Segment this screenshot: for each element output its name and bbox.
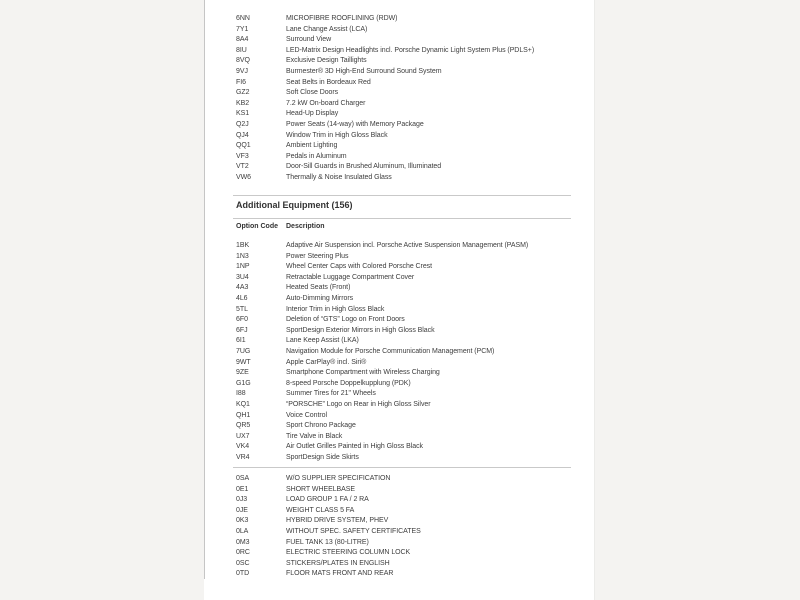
option-row (204, 516, 594, 527)
option-code-cell: 0E1 (236, 485, 249, 493)
option-code-cell: VK4 (236, 443, 250, 451)
panel-left-edge-line (204, 0, 205, 579)
option-description-cell: ELECTRIC STEERING COLUMN LOCK (286, 549, 411, 557)
standard-equipment-list (204, 14, 594, 184)
divider-below-section-heading (233, 218, 571, 219)
option-code-cell: 6I1 (236, 337, 246, 345)
option-code-cell: GZ2 (236, 89, 250, 97)
option-description-cell: W/O SUPPLIER SPECIFICATION (286, 475, 391, 482)
option-row (204, 442, 594, 453)
option-description-cell: Lane Change Assist (LCA) (286, 25, 368, 33)
option-code-cell: 8IU (236, 46, 247, 54)
option-code-cell: I88 (236, 390, 246, 398)
option-description-cell: Exclusive Design Taillights (286, 57, 367, 65)
table-column-headers (204, 222, 594, 233)
option-code-cell: KB2 (236, 99, 250, 107)
option-row (204, 99, 594, 110)
option-row (204, 131, 594, 142)
option-row (204, 120, 594, 131)
option-description-cell: WEIGHT CLASS 5 FA (286, 506, 355, 514)
option-code-cell: VF3 (236, 152, 249, 160)
option-description-cell: Summer Tires for 21" Wheels (286, 390, 376, 398)
option-code-cell: 3U4 (236, 273, 249, 281)
option-description-cell: Tire Valve in Black (286, 432, 343, 440)
option-description-cell: Soft Close Doors (286, 89, 339, 97)
option-code-cell: Q2J (236, 120, 249, 128)
option-code-cell: QQ1 (236, 142, 251, 150)
option-row (204, 252, 594, 263)
option-code-cell: 5TL (236, 305, 248, 313)
option-row (204, 14, 594, 25)
option-code-cell: 6F0 (236, 316, 248, 324)
option-code-cell: UX7 (236, 432, 250, 440)
section-heading-additional-equipment: Additional Equipment (156) (236, 200, 353, 210)
option-row (204, 495, 594, 506)
option-row (204, 25, 594, 36)
option-description-cell: WITHOUT SPEC. SAFETY CERTIFICATES (286, 527, 421, 535)
option-row (204, 294, 594, 305)
equipment-document-panel (204, 0, 595, 600)
option-row (204, 67, 594, 78)
option-row (204, 379, 594, 390)
option-code-cell: VW6 (236, 173, 252, 181)
option-description-cell: Ambient Lighting (286, 142, 338, 150)
option-description-cell: LED-Matrix Design Headlights incl. Porsche Dynamic Light System Plus (PDLS+) (286, 46, 535, 54)
option-row (204, 315, 594, 326)
option-row (204, 283, 594, 294)
option-description-cell: Power Seats (14-way) with Memory Package (286, 120, 424, 128)
option-description-cell: Power Steering Plus (286, 252, 349, 260)
option-description-cell: FLOOR MATS FRONT AND REAR (286, 570, 394, 578)
option-row (204, 358, 594, 369)
option-code-cell: QR5 (236, 422, 251, 430)
option-row (204, 538, 594, 549)
option-code-cell: QH1 (236, 411, 251, 419)
option-code-cell: FI6 (236, 78, 246, 86)
option-code-cell: 7UG (236, 347, 251, 355)
option-row (204, 46, 594, 57)
option-code-cell: KS1 (236, 110, 250, 118)
additional-equipment-list (204, 241, 594, 463)
option-description-cell: SportDesign Side Skirts (286, 453, 359, 461)
option-description-cell: Head-Up Display (286, 110, 339, 118)
option-row (204, 548, 594, 559)
column-header-description: Description (286, 222, 325, 230)
option-row (204, 241, 594, 252)
option-code-cell: 9ZE (236, 369, 249, 377)
option-description-cell: LOAD GROUP 1 FA / 2 RA (286, 496, 369, 504)
option-code-cell: 1BK (236, 242, 250, 249)
option-row (204, 273, 594, 284)
option-row (204, 173, 594, 184)
option-code-cell: G1G (236, 379, 251, 387)
option-row (204, 262, 594, 273)
option-code-cell: 0SA (236, 475, 250, 482)
option-description-cell: Apple CarPlay® incl. Siri® (286, 358, 367, 366)
option-description-cell: Deletion of “GTS” Logo on Front Doors (286, 316, 405, 324)
option-code-cell: 0SC (236, 559, 250, 567)
option-code-cell: 0RC (236, 549, 250, 557)
option-code-cell: 0J3 (236, 496, 248, 504)
option-row (204, 400, 594, 411)
option-row (204, 432, 594, 443)
option-row (204, 152, 594, 163)
option-row (204, 485, 594, 496)
option-code-cell: VR4 (236, 453, 250, 461)
option-row (204, 162, 594, 173)
option-row (204, 368, 594, 379)
option-row (204, 506, 594, 517)
option-description-cell: Interior Trim in High Gloss Black (286, 305, 385, 313)
option-description-cell: Pedals in Aluminum (286, 152, 347, 160)
option-code-cell: 9VJ (236, 67, 248, 75)
option-row (204, 78, 594, 89)
option-code-cell: 6NN (236, 15, 250, 22)
option-description-cell: Window Trim in High Gloss Black (286, 131, 388, 139)
option-row (204, 35, 594, 46)
option-description-cell: “PORSCHE” Logo on Rear in High Gloss Silver (286, 400, 431, 408)
option-row (204, 527, 594, 538)
option-code-cell: 7Y1 (236, 25, 249, 33)
option-code-cell: 8A4 (236, 36, 249, 44)
option-row (204, 411, 594, 422)
option-description-cell: Voice Control (286, 411, 327, 419)
option-description-cell: 7.2 kW On-board Charger (286, 99, 366, 107)
option-description-cell: FUEL TANK 13 (80-LITRE) (286, 538, 369, 546)
option-row (204, 56, 594, 67)
option-row (204, 88, 594, 99)
option-description-cell: Retractable Luggage Compartment Cover (286, 273, 415, 281)
option-description-cell: Door-Sill Guards in Brushed Aluminum, Illuminated (286, 163, 442, 171)
option-code-cell: QJ4 (236, 131, 249, 139)
option-row (204, 389, 594, 400)
option-description-cell: Air Outlet Grilles Painted in High Gloss Black (286, 443, 423, 451)
option-row (204, 326, 594, 337)
option-code-cell: 0K3 (236, 517, 249, 525)
option-description-cell: HYBRID DRIVE SYSTEM, PHEV (286, 517, 389, 525)
option-row (204, 141, 594, 152)
option-description-cell: Wheel Center Caps with Colored Porsche Crest (286, 263, 433, 271)
option-code-cell: 0TD (236, 570, 250, 578)
option-code-cell: 0M3 (236, 538, 250, 546)
option-code-cell: 4A3 (236, 284, 249, 292)
option-description-cell: Heated Seats (Front) (286, 284, 351, 292)
option-description-cell: Seat Belts in Bordeaux Red (286, 78, 371, 86)
option-row (204, 347, 594, 358)
option-row (204, 569, 594, 580)
option-code-cell: 9WT (236, 358, 251, 366)
option-description-cell: Smartphone Compartment with Wireless Charging (286, 369, 440, 377)
misc-specification-list (204, 474, 594, 580)
option-code-cell: 8VQ (236, 57, 250, 65)
option-description-cell: Adaptive Air Suspension incl. Porsche Active Suspension Management (PASM) (286, 242, 529, 249)
option-row (204, 305, 594, 316)
option-description-cell: Navigation Module for Porsche Communication Management (PCM) (286, 347, 495, 355)
option-code-cell: 4L6 (236, 294, 248, 302)
option-description-cell: Surround View (286, 36, 332, 44)
option-description-cell: Thermally & Noise Insulated Glass (286, 173, 392, 181)
option-row (204, 336, 594, 347)
option-row (204, 559, 594, 570)
option-code-cell: 1NP (236, 263, 250, 271)
option-code-cell: 1N3 (236, 252, 249, 260)
option-description-cell: MICROFIBRE ROOFLINING (RDW) (286, 15, 398, 22)
divider-mid-list (233, 467, 571, 468)
option-description-cell: SportDesign Exterior Mirrors in High Gloss Black (286, 326, 435, 334)
option-description-cell: Auto-Dimming Mirrors (286, 294, 354, 302)
option-description-cell: STICKERS/PLATES IN ENGLISH (286, 559, 390, 567)
option-description-cell: Sport Chrono Package (286, 422, 356, 430)
divider-above-section-heading (233, 195, 571, 196)
column-header-option-code: Option Code (236, 222, 278, 230)
option-row (204, 474, 594, 485)
option-description-cell: SHORT WHEELBASE (286, 485, 356, 493)
option-code-cell: 0JE (236, 506, 248, 514)
option-description-cell: Burmester® 3D High-End Surround Sound System (286, 67, 442, 75)
option-description-cell: 8-speed Porsche Doppelkupplung (PDK) (286, 379, 411, 387)
option-description-cell: Lane Keep Assist (LKA) (286, 337, 359, 345)
option-code-cell: 6FJ (236, 326, 248, 334)
option-code-cell: KQ1 (236, 400, 250, 408)
option-row (204, 421, 594, 432)
option-code-cell: VT2 (236, 163, 249, 171)
option-row (204, 453, 594, 464)
option-row (204, 109, 594, 120)
option-code-cell: 0LA (236, 527, 249, 535)
